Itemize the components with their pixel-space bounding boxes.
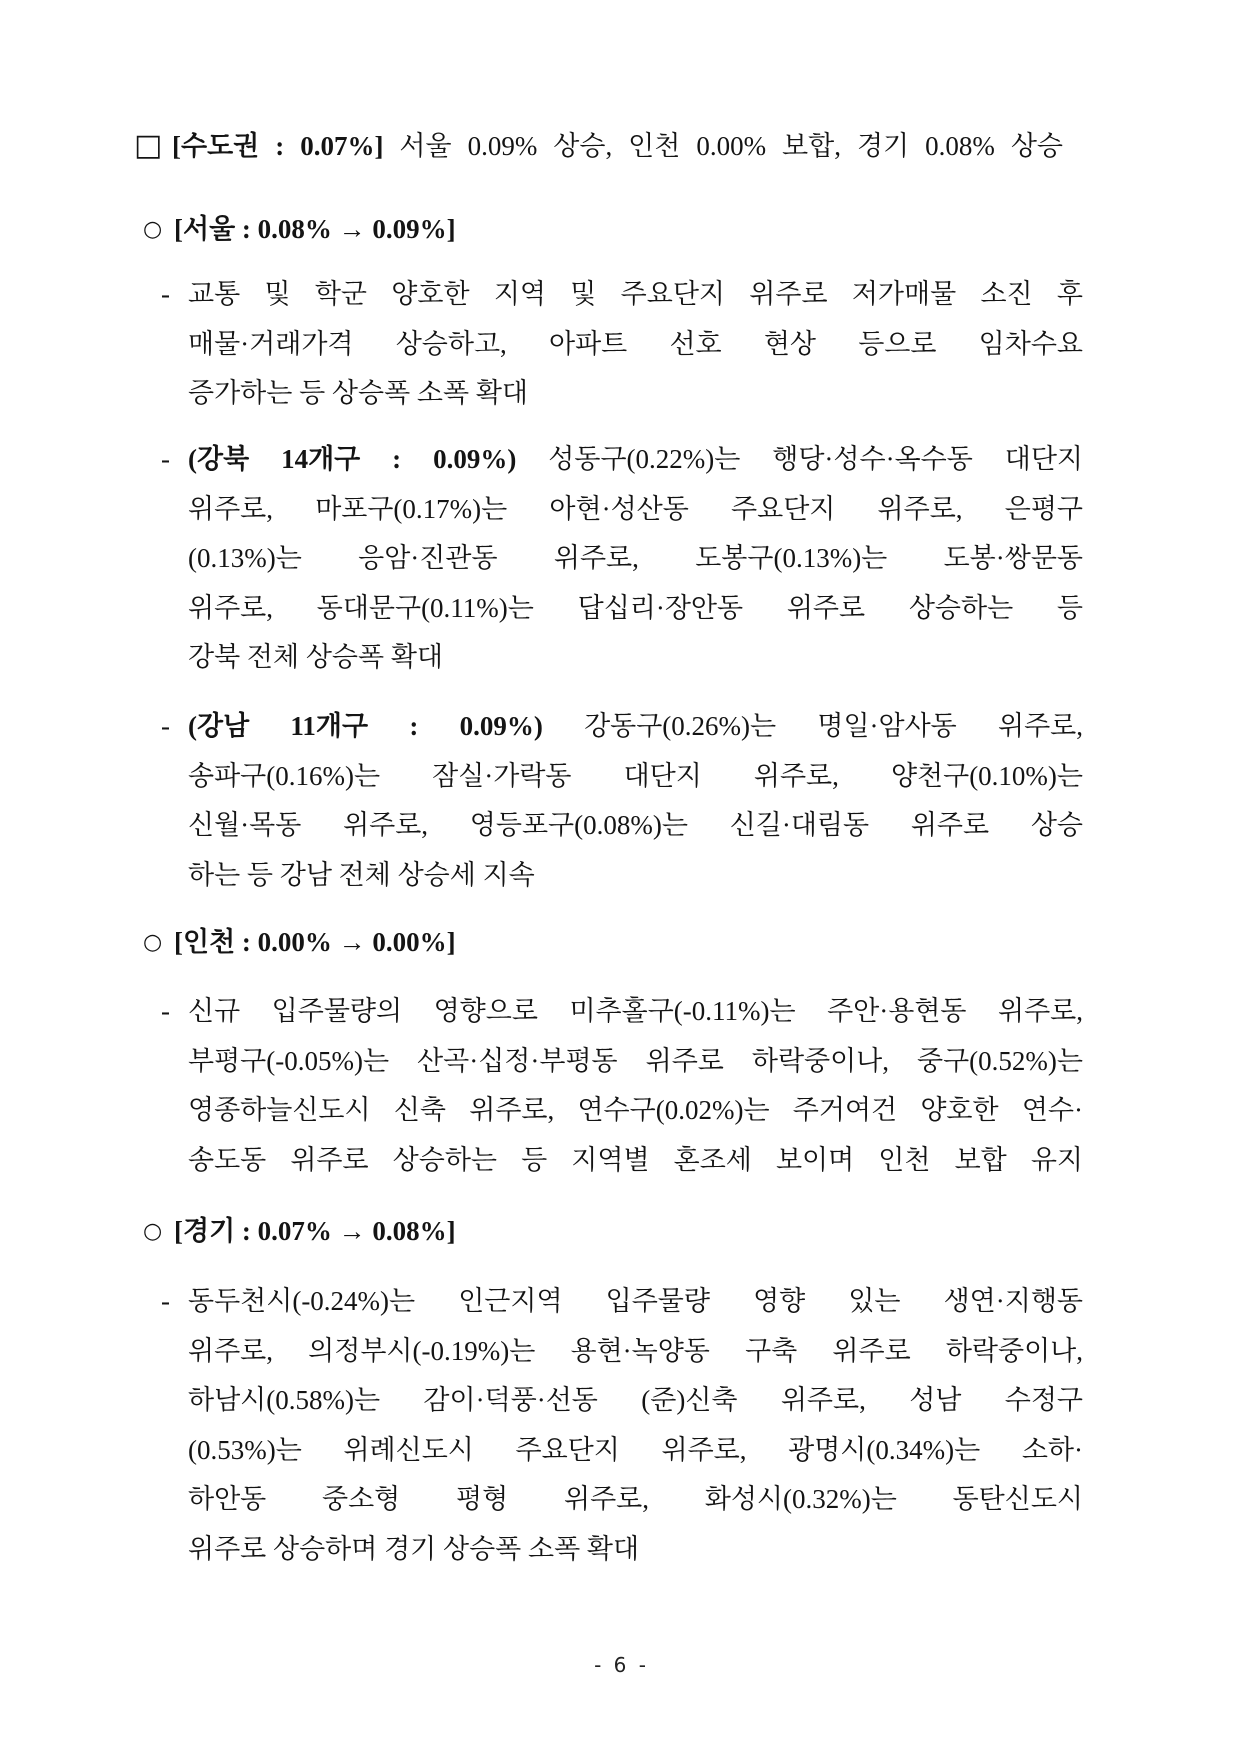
- text-line: 하는 등 강남 전체 상승세 지속: [188, 859, 535, 890]
- square-bullet-icon: □: [134, 128, 163, 163]
- bullet-paragraph-seoul-overview: [188, 270, 1083, 419]
- text-line: 송도동 위주로 상승하는 등 지역별 혼조세 보이며 인천 보합 유지: [188, 1144, 1083, 1175]
- summary-label: [수도권 : 0.07%]: [172, 131, 384, 161]
- section-heading-incheon: [인천 : 0.00% → 0.00%]: [174, 927, 456, 957]
- bullet-paragraph-gangnam: [188, 702, 1083, 900]
- text-line-body: 강동구(0.26%)는 명일·암사동 위주로,: [584, 711, 1084, 741]
- text-line: 동두천시(-0.24%)는 인근지역 입주물량 영향 있는 생연·지행동: [188, 1286, 1083, 1316]
- summary-text: 서울 0.09% 상승, 인천 0.00% 보합, 경기 0.08% 상승: [399, 131, 1063, 161]
- circle-bullet-icon: ○: [143, 1219, 163, 1244]
- page-number: - 6 -: [594, 1653, 646, 1677]
- bullet-paragraph-incheon: [188, 987, 1083, 1185]
- dash-bullet: -: [161, 711, 170, 741]
- text-line: [188, 435, 1083, 485]
- circle-bullet-icon: ○: [143, 217, 163, 242]
- text-line: 위주로, 의정부시(-0.19%)는 용현·녹양동 구축 위주로 하락중이나,: [188, 1335, 1083, 1366]
- summary-line: [172, 122, 1063, 172]
- text-line: 신월·목동 위주로, 영등포구(0.08%)는 신길·대림동 위주로 상승: [188, 810, 1083, 840]
- text-line: 신규 입주물량의 영향으로 미추홀구(-0.11%)는 주안·용현동 위주로,: [188, 996, 1083, 1026]
- text-line: 증가하는 등 상승폭 소폭 확대: [188, 378, 528, 408]
- text-line: 송파구(0.16%)는 잠실·가락동 대단지 위주로, 양천구(0.10%)는: [188, 760, 1083, 791]
- text-line: 하남시(0.58%)는 감이·덕풍·선동 (준)신축 위주로, 성남 수정구: [188, 1385, 1083, 1415]
- text-line: [188, 702, 1083, 752]
- text-line: 위주로 상승하며 경기 상승폭 소폭 확대: [188, 1533, 640, 1564]
- circle-bullet-icon: ○: [143, 930, 163, 955]
- bullet-lead: (강북 14개구 : 0.09%): [188, 444, 517, 474]
- bullet-paragraph-gangbuk: [188, 435, 1083, 683]
- text-line: 부평구(-0.05%)는 산곡·십정·부평동 위주로 하락중이나, 중구(0.52%)는: [188, 1045, 1083, 1076]
- text-line-body: 성동구(0.22%)는 행당·성수·옥수동 대단지: [548, 444, 1083, 474]
- text-line: 위주로, 동대문구(0.11%)는 답십리·장안동 위주로 상승하는 등: [188, 592, 1083, 623]
- dash-bullet: -: [161, 996, 170, 1026]
- dash-bullet: -: [161, 279, 170, 309]
- text-line: 매물·거래가격 상승하고, 아파트 선호 현상 등으로 임차수요: [188, 328, 1083, 359]
- bullet-paragraph-gyeonggi: [188, 1277, 1083, 1574]
- text-line: 강북 전체 상승폭 확대: [188, 642, 443, 672]
- bullet-lead: (강남 11개구 : 0.09%): [188, 711, 543, 741]
- text-line: 영종하늘신도시 신축 위주로, 연수구(0.02%)는 주거여건 양호한 연수·: [188, 1095, 1083, 1125]
- section-heading-gyeonggi: [경기 : 0.07% → 0.08%]: [174, 1216, 456, 1246]
- section-heading-seoul: [서울 : 0.08% → 0.09%]: [174, 214, 456, 244]
- text-line: 위주로, 마포구(0.17%)는 아현·성산동 주요단지 위주로, 은평구: [188, 493, 1083, 524]
- dash-bullet: -: [161, 444, 170, 474]
- text-line: 하안동 중소형 평형 위주로, 화성시(0.32%)는 동탄신도시: [188, 1484, 1083, 1514]
- text-line: (0.13%)는 응암·진관동 위주로, 도봉구(0.13%)는 도봉·쌍문동: [188, 543, 1083, 573]
- dash-bullet: -: [161, 1286, 170, 1316]
- text-line: (0.53%)는 위례신도시 주요단지 위주로, 광명시(0.34%)는 소하·: [188, 1434, 1083, 1465]
- text-line: 교통 및 학군 양호한 지역 및 주요단지 위주로 저가매물 소진 후: [188, 279, 1083, 309]
